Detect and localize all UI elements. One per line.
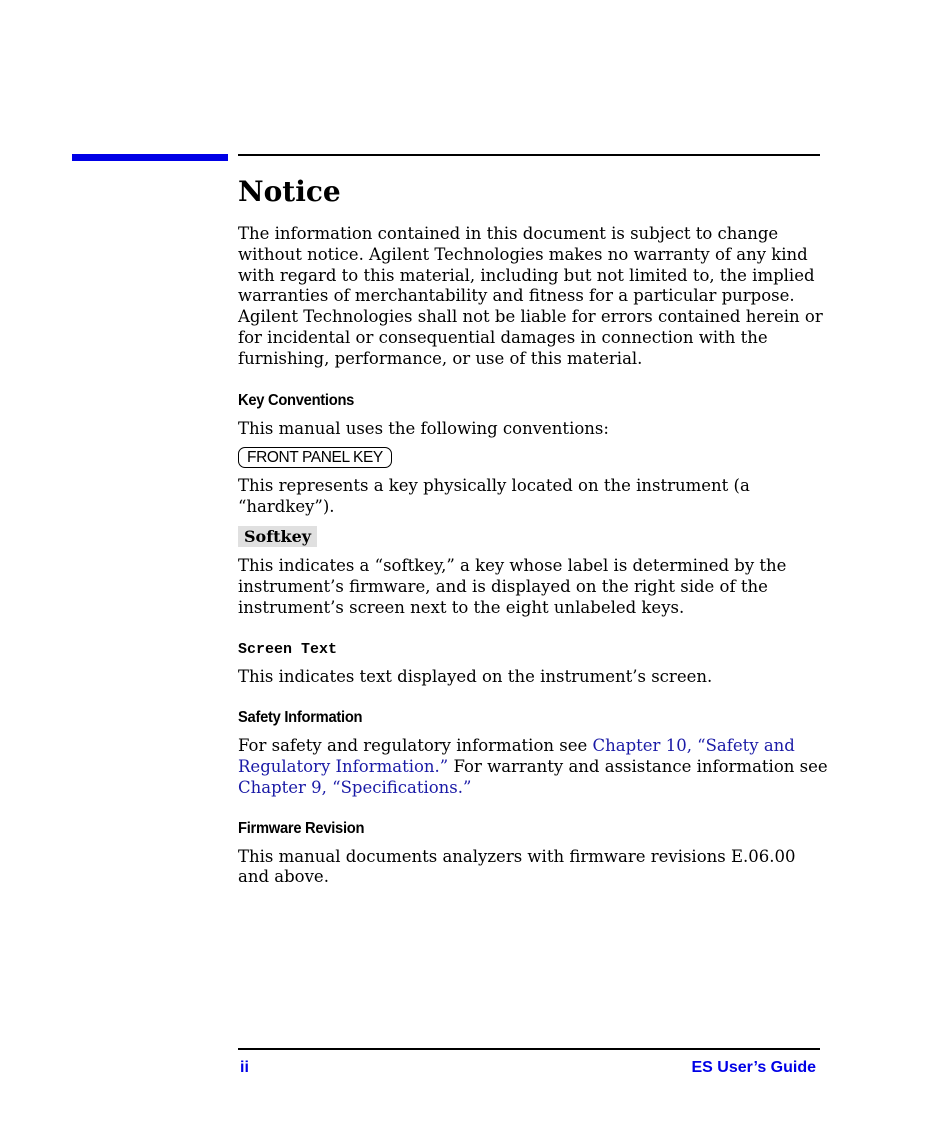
section-accent-bar: [72, 154, 228, 161]
screen-text-description: This indicates text displayed on the instrument’s screen.: [238, 667, 713, 687]
safety-text-middle: For warranty and assistance information see: [448, 756, 828, 776]
top-rule: [238, 154, 820, 156]
safety-text-before: For safety and regulatory information see: [238, 736, 593, 756]
safety-paragraph: [238, 736, 828, 798]
hardkey-example: FRONT PANEL KEY: [238, 447, 392, 468]
chapter-9-link[interactable]: Chapter 9, “Specifications.”: [238, 777, 472, 797]
softkey-example: Softkey: [238, 526, 317, 547]
safety-heading: Safety Information: [238, 709, 363, 727]
conventions-intro: This manual uses the following conventions:: [238, 418, 609, 438]
softkey-description: This indicates a “softkey,” a key whose label is determined by the instrument’s firmware, and is displayed on the right side of the instrument’s screen next to the eight unlabeled keys.: [238, 555, 787, 617]
firmware-paragraph: This manual documents analyzers with firmware revisions E.06.00 and above.: [238, 846, 796, 887]
hardkey-description: This represents a key physically located on the instrument (a “hardkey”).: [238, 476, 750, 517]
firmware-heading: Firmware Revision: [238, 819, 365, 837]
key-conventions-heading: Key Conventions: [238, 391, 355, 409]
guide-title: ES User’s Guide: [691, 1059, 816, 1076]
bottom-rule: [238, 1048, 820, 1050]
page-title: Notice: [238, 175, 341, 208]
page-number: ii: [240, 1059, 249, 1076]
chapter-10-link[interactable]: Chapter 10, “Safety and Regulatory Information.”: [238, 736, 795, 776]
page-content: [238, 174, 838, 888]
notice-paragraph: The information contained in this document is subject to change without notice. Agilent Technologies makes no warranty of any kind with regard to this material, including but not limited to, the implied warranties of merchantability and fitness for a particular purpose. Agilent Technologies shall not be liable for errors contained herein or for incidental or consequential damages in connection with the furnishing, performance, or use of this material.: [238, 224, 823, 368]
screen-text-example: Screen Text: [238, 641, 338, 659]
